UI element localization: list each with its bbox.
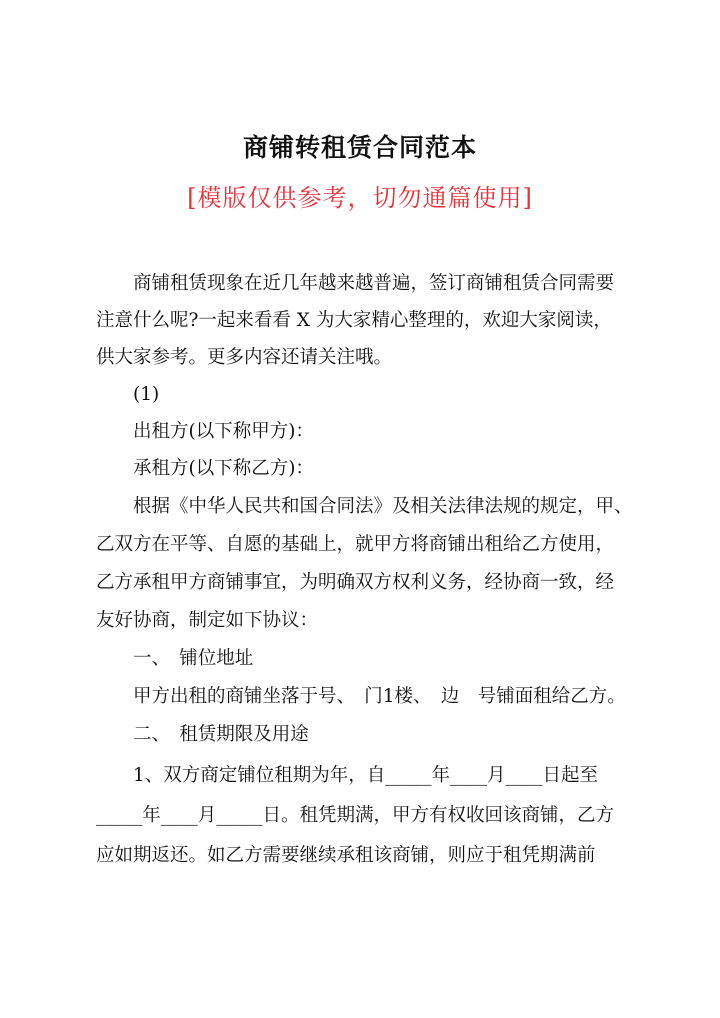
document-title: 商铺转租赁合同范本 [242, 133, 477, 162]
paragraph-line: _____年____月_____日。租凭期满，甲方有权收回该商铺，乙方 [96, 805, 615, 826]
section-heading: 一、 铺位地址 [133, 648, 254, 669]
paragraph-line: 注意什么呢?一起来看看 X 为大家精心整理的，欢迎大家阅读， [96, 310, 612, 331]
document-subtitle: [模版仅供参考，切勿通篇使用] [187, 184, 533, 212]
paragraph-line: 乙双方在平等、自愿的基础上，就甲方将商铺出租给乙方使用， [96, 534, 615, 555]
paragraph-line: 商铺租赁现象在近几年越来越普遍，签订商铺租赁合同需要 [133, 273, 615, 294]
paragraph-line: 友好协商，制定如下协议： [96, 610, 319, 631]
section-heading: 二、 租赁期限及用途 [133, 724, 309, 745]
paragraph-line: (1) [133, 384, 160, 405]
paragraph-line: 应如期返还。如乙方需要继续承租该商铺，则应于租凭期满前 [96, 845, 596, 866]
paragraph-line: 供大家参考。更多内容还请关注哦。 [96, 347, 393, 368]
paragraph-line: 1、双方商定铺位租期为年，自_____年____月____日起至 [133, 765, 599, 786]
paragraph-line: 承租方(以下称乙方)： [133, 458, 314, 479]
paragraph-line: 乙方承租甲方商铺事宜，为明确双方权利义务，经协商一致，经 [96, 572, 615, 593]
paragraph-line: 出租方(以下称甲方)： [133, 421, 314, 442]
paragraph-line: 甲方出租的商铺坐落于号、 门1楼、 边 号铺面租给乙方。 [133, 686, 626, 707]
paragraph-line: 根据《中华人民共和国合同法》及相关法律法规的规定，甲、 [133, 496, 633, 517]
